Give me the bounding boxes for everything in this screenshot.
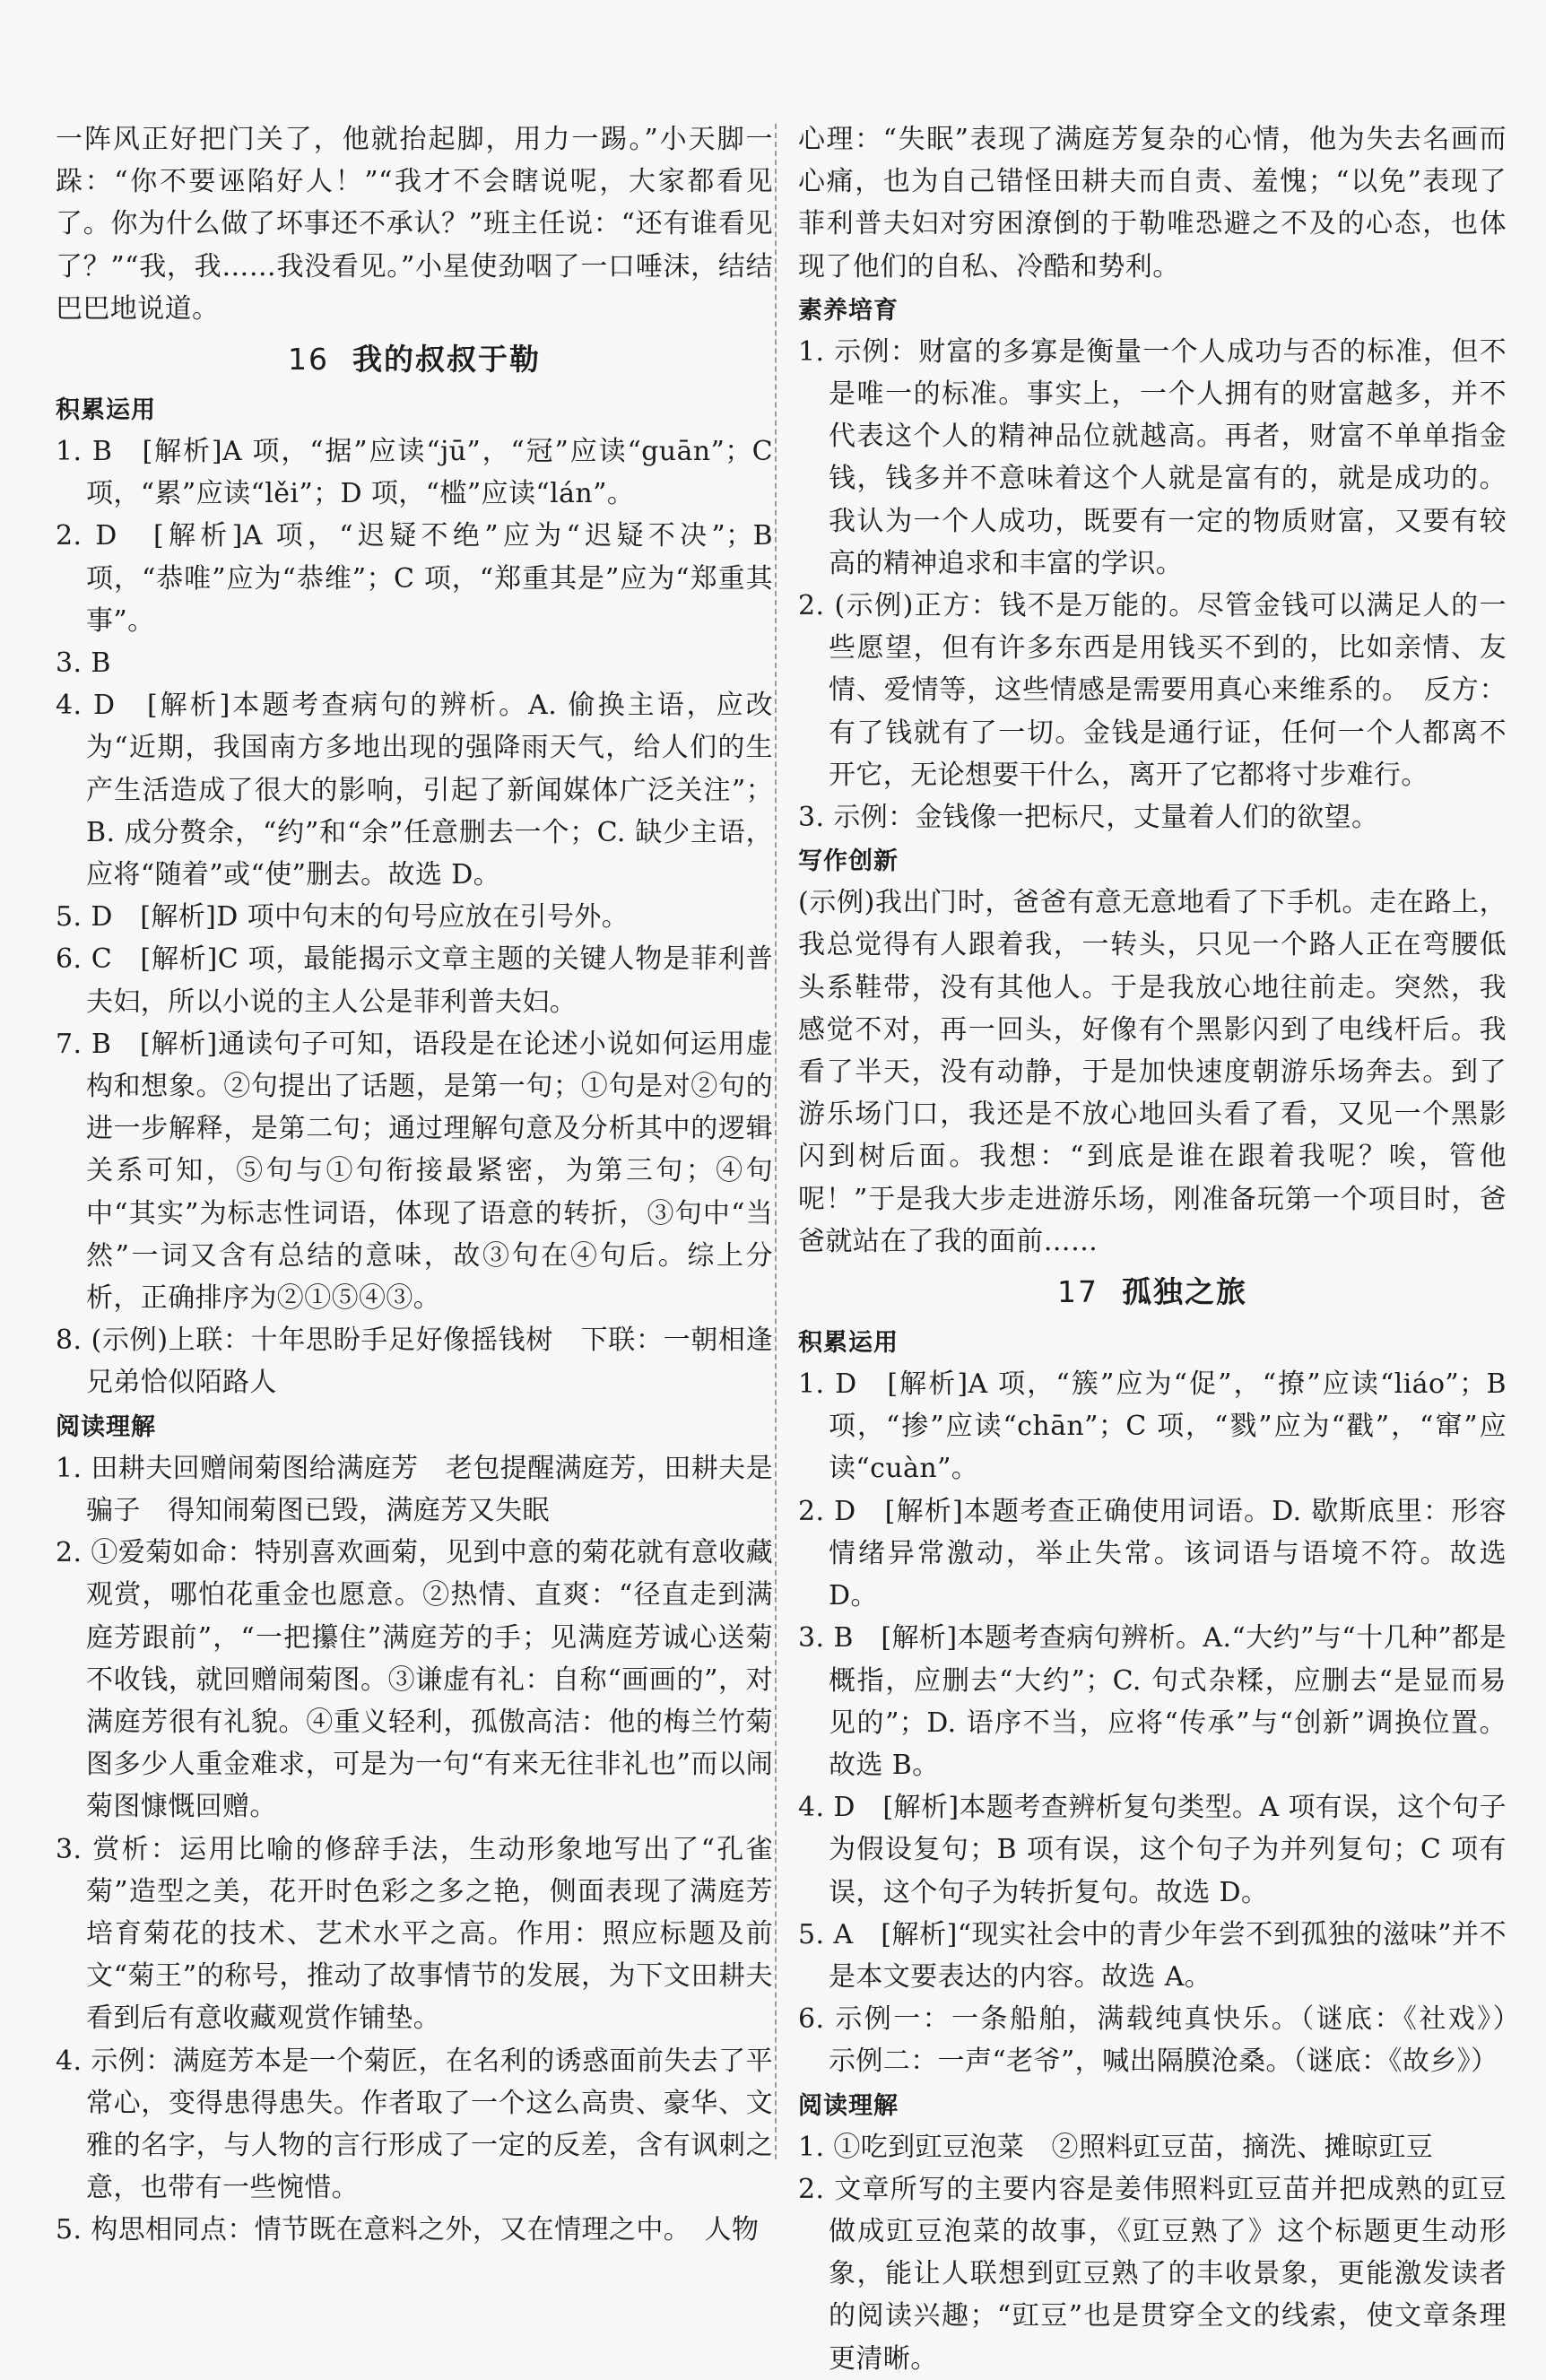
answer-item: 5. A [解析]“现实社会中的青少年尝不到孤独的滋味”并不是本文要表达的内容。故选 A。 [798, 1918, 1507, 1993]
writing-sample: (示例)我出门时，爸爸有意无意地看了下手机。走在路上，我总觉得有人跟着我，一转头，只见一个路人正在弯腰低头系鞋带，没有其他人。于是我放心地往前走。突然，我感觉不对，再一回头，好像有个黑影闪到了电线杆后。我看了半天，没有动静，于是加快速度朝游乐场奔去。到了游乐场门口，我还是不放心地回头看了看，又见一个黑影闪到树后面。我想：“到底是谁在跟着我呢？唉，管他呢！”于是我大步走进游乐场，刚准备玩第一个项目时，爸爸就站在了我的面前…… [798, 887, 1507, 1257]
answer-item: 1. B [解析]A 项，“据”应读“jū”，“冠”应读“guān”；C 项，“累”应读“lěi”；D 项，“槛”应读“lán”。 [56, 436, 773, 510]
answer-item: 1. 示例：财富的多寡是衡量一个人成功与否的标准，但不是唯一的标准。事实上，一个人拥有的财富越多，并不代表这个人的精神品位就越高。再者，财富不单单指金钱，钱多并不意味着这个人就是富有的，就是成功的。我认为一个人成功，既要有一定的物质财富，又要有较高的精神追求和丰富的学识。 [798, 335, 1507, 579]
answer-item: 6. 示例一：一条船舶，满载纯真快乐。（谜底：《社戏》） 示例二：一声“老爷”，喊出隔膜沧桑。（谜底：《故乡》） [798, 2003, 1534, 2078]
answer-item: 5. D [解析]D 项中句末的句号应放在引号外。 [56, 901, 630, 934]
answer-item: 2. 文章所写的主要内容是姜伟照料豇豆苗并把成熟的豇豆做成豇豆泡菜的故事，《豇豆熟了》这个标题更生动形象，能让人联想到豇豆熟了的丰收景象，更能激发读者的阅读兴趣；“豇豆”也是贯穿全文的线索，使文章条理更清晰。 [798, 2173, 1507, 2375]
answer-item: 7. B [解析]通读句子可知，语段是在论述小说如何运用虚构和想象。②句提出了话题，是第一句；①句是对②句的进一步解释，是第二句；通过理解句意及分析其中的逻辑关系可知，⑤句与①句衔接最紧密，为第三句；④句中“其实”为标志性词语，体现了语意的转折，③句中“当然”一词又含有总结的意味，故③句在④句后。综上分析，正确排序为②①⑤④③。 [56, 1028, 773, 1315]
answer-item: 4. D [解析]本题考查辨析复句类型。A 项有误，这个句子为假设复句；B 项有误，这个句子为并列复句；C 项有误，这个句子为转折复句。故选 D。 [798, 1792, 1507, 1908]
left-column [56, 118, 773, 2252]
answer-item: 4. 示例：满庭芳本是一个菊匠，在名利的诱惑面前失去了平常心，变得患得患失。作者取了一个这么高贵、豪华、文雅的名字，与人物的言行形成了一定的反差，含有讽刺之意，也带有一些惋惜。 [56, 2045, 773, 2204]
lesson-16-name: 我的叔叔于勒 [352, 342, 541, 378]
section-header-writing: 写作创新 [798, 847, 899, 876]
section-header-reading: 阅读理解 [56, 1412, 156, 1441]
answer-item: 2. D [解析]A 项，“迟疑不绝”应为“迟疑不决”；B 项，“恭唯”应为“恭维”；C 项，“郑重其是”应为“郑重其事”。 [56, 520, 773, 637]
lesson-17-number: 17 [1057, 1274, 1099, 1310]
lesson-17-name: 孤独之旅 [1122, 1274, 1247, 1310]
right-column [798, 118, 1534, 2380]
lesson-17-title [798, 1266, 1507, 1318]
answer-item: 3. B [56, 647, 111, 680]
intro-paragraph: 一阵风正好把门关了，他就抬起脚，用力一踢。”小天脚一跺：“你不要诬陷好人！”“我才不会瞎说呢，大家都看见了。你为什么做了坏事还不承认？”班主任说：“还有谁看见了？”“我，我……我没看见。”小星使劲咽了一口唾沫，结结巴巴地说道。 [56, 124, 773, 325]
answer-item: 8. (示例)上联：十年思盼手足好像摇钱树 下联：一朝相逢兄弟恰似陌路人 [56, 1325, 773, 1399]
section-header-accumulate: 积累运用 [56, 396, 156, 425]
answer-item: 2. D [解析]本题考查正确使用词语。D. 歇斯底里：形容情绪异常激动，举止失常。该词语与语境不符。故选 D。 [798, 1495, 1507, 1612]
answer-item: 4. D [解析]本题考查病句的辨析。A. 偷换主语，应改为“近期，我国南方多地出现的强降雨天气，给人们的生产生活造成了很大的影响，引起了新闻媒体广泛关注”；B. 成分赘余，“约”和“余”任意删去一个；C. 缺少主语，应将“随着”或“使”删去。故选 D。 [56, 690, 773, 891]
answer-item: 3. 赏析：运用比喻的修辞手法，生动形象地写出了“孔雀菊”造型之美，花开时色彩之多之艳，侧面表现了满庭芳培育菊花的技术、艺术水平之高。作用：照应标题及前文“菊王”的称号，推动了故事情节的发展，为下文田耕夫看到后有意收藏观赏作铺垫。 [56, 1833, 773, 2035]
answer-item: 2. (示例)正方：钱不是万能的。尽管金钱可以满足人的一些愿望，但有许多东西是用钱买不到的，比如亲情、友情、爱情等，这些情感是需要用真心来维系的。 反方：有了钱就有了一切。金钱是通行证，任何一个人都离不开它，无论想要干什么，离开了它都将寸步难行。 [798, 590, 1507, 791]
answer-item: 3. 示例：金钱像一把标尺，丈量着人们的欲望。 [798, 802, 1379, 834]
answer-item: 1. 田耕夫回赠闹菊图给满庭芳 老包提醒满庭芳，田耕夫是骗子 得知闹菊图已毁，满庭芳又失眠 [56, 1452, 773, 1526]
answer-item: 5. 构思相同点：情节既在意料之外，又在情理之中。 人物 [56, 2214, 760, 2246]
answer-item: 1. ①吃到豇豆泡菜 ②照料豇豆苗，摘洗、摊晾豇豆 [798, 2131, 1434, 2163]
answer-item: 3. B [解析]本题考查病句辨析。A.“大约”与“十几种”都是概指，应删去“大约”；C. 句式杂糅，应删去“是显而易见的”；D. 语序不当，应将“传承”与“创新”调换位置。故选 B。 [798, 1622, 1507, 1781]
answer-item: 2. ①爱菊如命：特别喜欢画菊，见到中意的菊花就有意收藏观赏，哪怕花重金也愿意。②热情、直爽：“径直走到满庭芳跟前”，“一把攥住”满庭芳的手；见满庭芳诚心送菊不收钱，就回赠闹菊图。③谦虚有礼：自称“画画的”，对满庭芳很有礼貌。④重义轻利，孤傲高洁：他的梅兰竹菊图多少人重金难求，可是为一句“有来无往非礼也”而以闹菊图慷慨回赠。 [56, 1537, 773, 1823]
answer-item: 6. C [解析]C 项，最能揭示文章主题的关键人物是菲利普夫妇，所以小说的主人公是菲利普夫妇。 [56, 943, 773, 1018]
column-divider [775, 124, 777, 2159]
lesson-16-number: 16 [288, 342, 329, 378]
continuation-paragraph: 心理：“失眠”表现了满庭芳复杂的心情，他为失去名画而心痛，也为自己错怪田耕夫而自责、羞愧；“以免”表现了菲利普夫妇对穷困潦倒的于勒唯恐避之不及的心态，也体现了他们的自私、冷酷和势利。 [798, 124, 1507, 282]
section-header-literacy: 素养培育 [798, 296, 899, 325]
answer-item: 1. D [解析]A 项，“簇”应为“促”，“撩”应读“liáo”；B 项，“掺”应读“chān”；C 项，“戮”应为“戳”，“窜”应读“cuàn”。 [798, 1368, 1507, 1485]
section-header-reading: 阅读理解 [798, 2091, 899, 2120]
section-header-accumulate: 积累运用 [798, 1329, 899, 1358]
lesson-16-title [56, 334, 773, 386]
